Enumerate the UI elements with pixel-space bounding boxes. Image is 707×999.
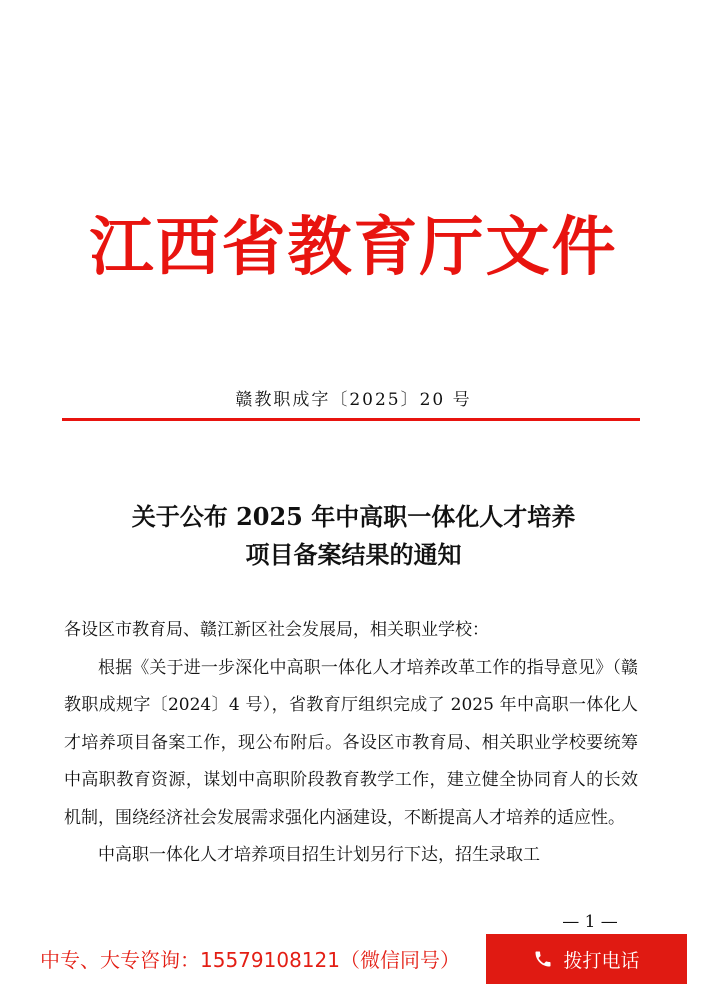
consult-text: 中专、大专咨询：15579108121（微信同号） [40,948,460,972]
page-number: — 1 — [562,912,618,932]
document-body [64,612,638,875]
body-paragraph-1: 根据《关于进一步深化中高职一体化人才培养改革工作的指导意见》（赣教职成规字〔2024〕4 号），省教育厅组织完成了 2025 年中高职一体化人才培养项目备案工作，现公布附后。各设区市教育局、相关职业学校要统筹中高职教育资源，谋划中高职阶段教育教学工作，建立健全协同育人的长效机制，围绕经济社会发展需求强化内涵建设，不断提高人才培养的适应性。 [64,657,638,828]
phone-icon [533,949,553,969]
notice-title [60,498,647,574]
call-button-label: 拨打电话 [563,949,640,972]
body-paragraph-2: 中高职一体化人才培养项目招生计划另行下达，招生录取工 [98,845,540,865]
red-divider [62,418,640,421]
notice-title-line-2: 项目备案结果的通知 [245,540,462,569]
call-button[interactable] [486,934,687,984]
document-header-title: 江西省教育厅文件 [89,210,618,285]
notice-title-line-1: 关于公布 2025 年中高职一体化人才培养 [131,502,576,531]
document-number: 赣教职成字〔2025〕20 号 [235,390,472,410]
salutation: 各设区市教育局、赣江新区社会发展局，相关职业学校： [64,620,489,640]
